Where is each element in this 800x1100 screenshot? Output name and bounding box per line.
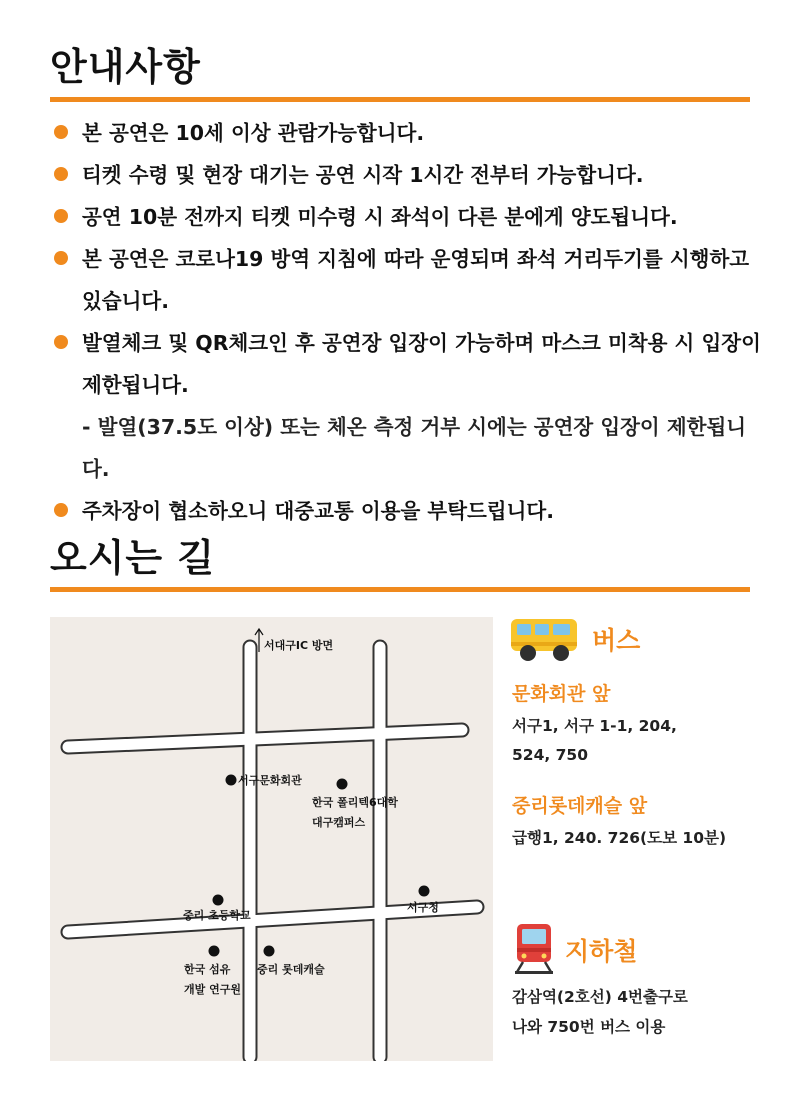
bus-title: 버스 [592, 626, 641, 655]
bus-icon [510, 617, 578, 662]
notice-list [50, 112, 765, 532]
list-item: 발열체크 및 QR체크인 후 공연장 입장이 가능하며 마스크 미착용 시 입장이 제한됩니다. [50, 322, 765, 406]
location-map [50, 617, 493, 1061]
bus-lines: 524, 750 [512, 746, 588, 764]
list-item: 본 공연은 코로나19 방역 지침에 따라 운영되며 좌석 거리두기를 시행하고 있습니다. [50, 238, 765, 322]
list-item: 공연 10분 전까지 티켓 미수령 시 좌석이 다른 분에게 양도됩니다. [50, 196, 765, 238]
road-lines [50, 617, 493, 1061]
bullet-icon [54, 335, 68, 349]
directions-divider [50, 587, 750, 592]
place-label: 중리 초등학교 [183, 909, 251, 922]
notice-divider [50, 97, 750, 102]
directions-title: 오시는 길 [50, 536, 216, 580]
bullet-icon [54, 167, 68, 181]
subway-title: 지하철 [565, 937, 638, 966]
list-item: 티켓 수령 및 현장 대기는 공연 시작 1시간 전부터 가능합니다. [50, 154, 765, 196]
direction-label: 서대구IC 방면 [264, 639, 334, 652]
place-label: 서구청 [407, 901, 439, 914]
bus-lines: 급행1, 240. 726(도보 10분) [512, 829, 727, 847]
notice-title: 안내사항 [50, 45, 201, 89]
bullet-icon [54, 125, 68, 139]
bus-lines: 서구1, 서구 1-1, 204, [512, 717, 677, 735]
subway-train-icon [514, 922, 554, 976]
place-label: 대구캠퍼스 [312, 816, 366, 829]
place-label: 개발 연구원 [184, 983, 241, 996]
place-label: 서구문화회관 [238, 774, 302, 787]
bullet-icon [54, 251, 68, 265]
subway-info: 나와 750번 버스 이용 [512, 1018, 666, 1036]
bullet-icon [54, 503, 68, 517]
textile-marker [209, 946, 220, 957]
list-item: 주차장이 협소하오니 대중교통 이용을 부탁드립니다. [50, 490, 765, 532]
bullet-icon [54, 209, 68, 223]
lotte-marker [264, 946, 275, 957]
subway-info: 감삼역(2호선) 4번출구로 [512, 988, 688, 1006]
place-label: 한국 폴리텍6대학 [312, 796, 398, 809]
ward-office-marker [419, 886, 430, 897]
culture-center-marker [226, 775, 237, 786]
elementary-marker [213, 895, 224, 906]
fever-subnote: - 발열(37.5도 이상) 또는 체온 측정 거부 시에는 공연장 입장이 제한됩니다. [82, 415, 747, 481]
polytech-marker [337, 779, 348, 790]
bus-stop-name: 중리롯데캐슬 앞 [512, 795, 648, 817]
place-label: 한국 섬유 [184, 963, 231, 976]
bus-stop-name: 문화회관 앞 [512, 683, 611, 705]
list-item: 본 공연은 10세 이상 관람가능합니다. [50, 112, 765, 154]
place-label: 중리 롯데캐슬 [257, 963, 325, 976]
